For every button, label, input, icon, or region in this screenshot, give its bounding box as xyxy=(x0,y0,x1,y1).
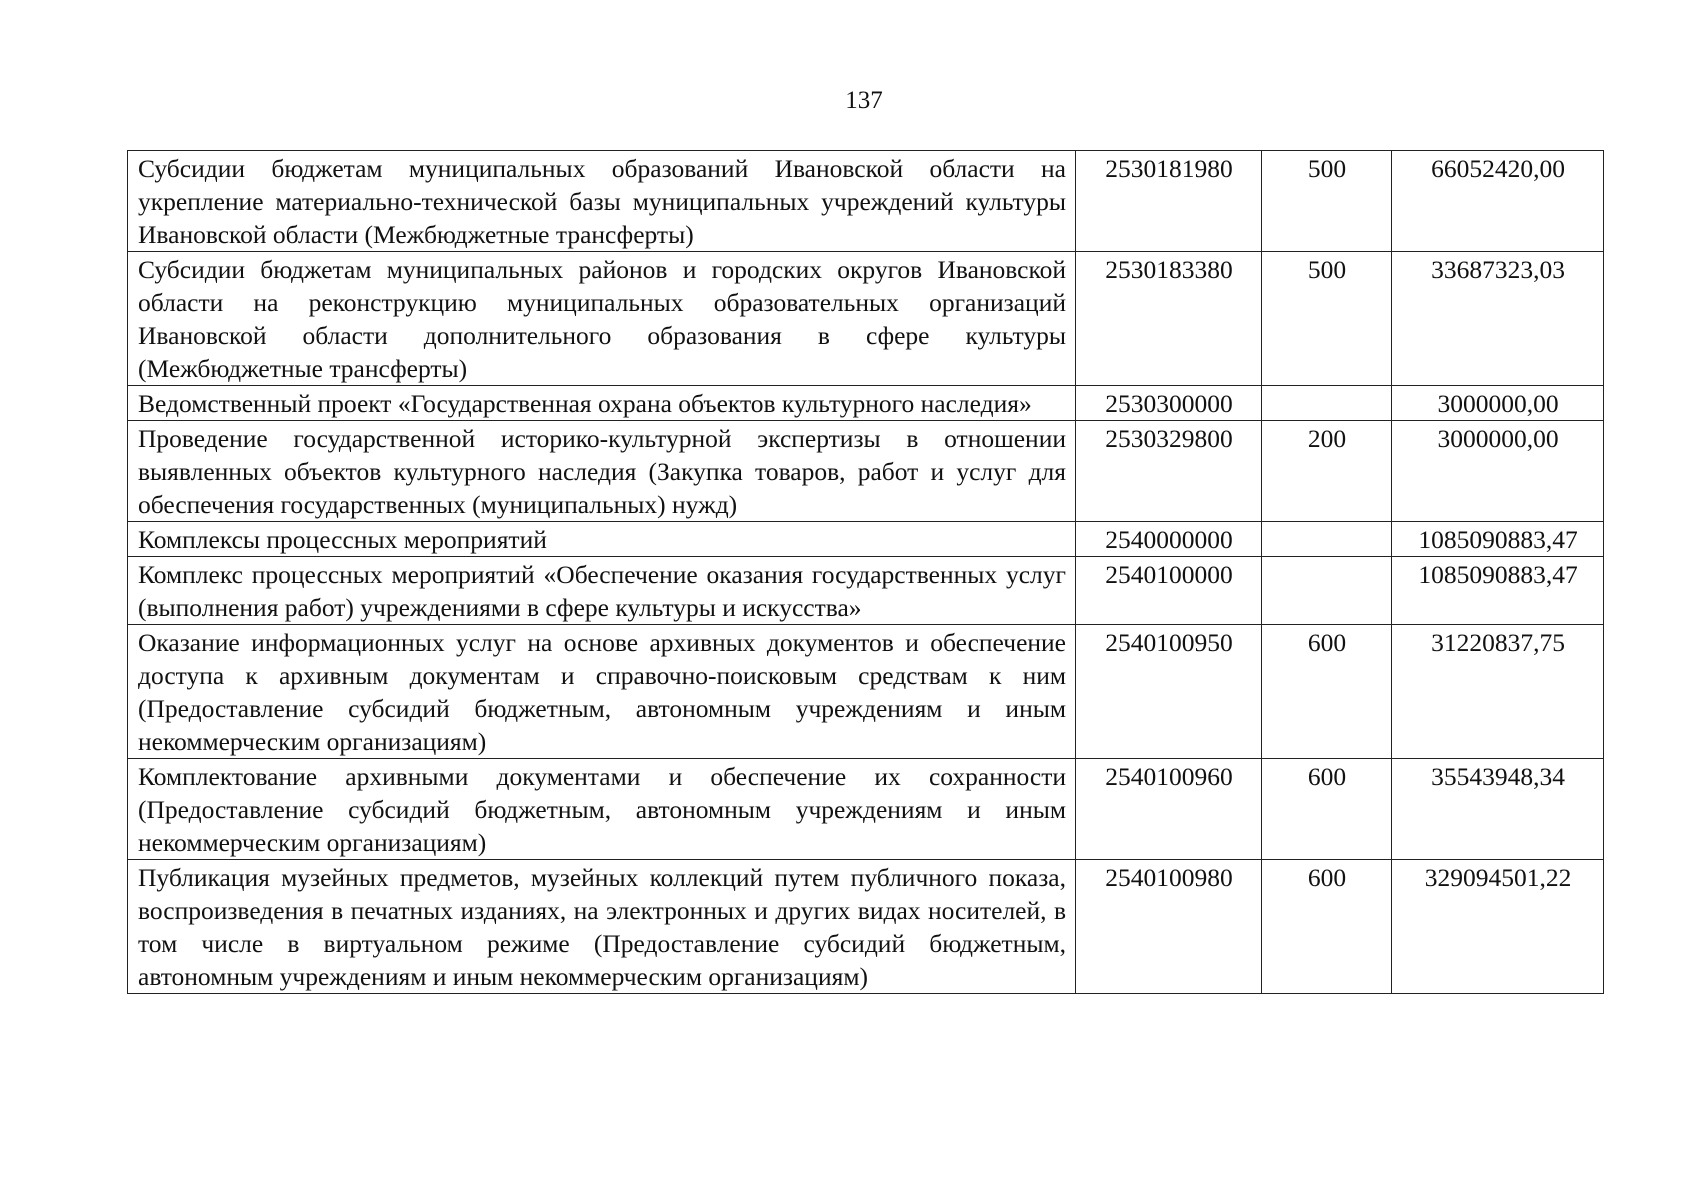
table-row xyxy=(128,522,1604,557)
budget-table xyxy=(127,150,1604,994)
row-amount: 1085090883,47 xyxy=(1392,522,1604,557)
row-amount: 35543948,34 xyxy=(1392,759,1604,860)
row-description: Проведение государственной историко-культурной экспертизы в отношении выявленных объектов культурного наследия (Закупка товаров, работ и услуг для обеспечения государственных (муниципальных) нужд) xyxy=(128,421,1076,522)
row-description: Комплекс процессных мероприятий «Обеспечение оказания государственных услуг (выполнения работ) учреждениями в сфере культуры и искусства» xyxy=(128,557,1076,625)
row-code: 2530181980 xyxy=(1076,151,1262,252)
row-amount: 3000000,00 xyxy=(1392,421,1604,522)
row-expense-type: 600 xyxy=(1262,625,1392,759)
row-amount: 31220837,75 xyxy=(1392,625,1604,759)
row-code: 2530300000 xyxy=(1076,386,1262,421)
row-expense-type: 500 xyxy=(1262,252,1392,386)
row-code: 2540100960 xyxy=(1076,759,1262,860)
row-code: 2540000000 xyxy=(1076,522,1262,557)
row-expense-type: 200 xyxy=(1262,421,1392,522)
row-amount: 329094501,22 xyxy=(1392,860,1604,994)
table-row xyxy=(128,625,1604,759)
table-row xyxy=(128,151,1604,252)
row-expense-type: 600 xyxy=(1262,860,1392,994)
row-code: 2530183380 xyxy=(1076,252,1262,386)
row-amount: 33687323,03 xyxy=(1392,252,1604,386)
row-code: 2540100000 xyxy=(1076,557,1262,625)
row-description: Комплектование архивными документами и обеспечение их сохранности (Предоставление субсидий бюджетным, автономным учреждениям и иным некоммерческим организациям) xyxy=(128,759,1076,860)
row-amount: 66052420,00 xyxy=(1392,151,1604,252)
row-description: Оказание информационных услуг на основе архивных документов и обеспечение доступа к архивным документам и справочно-поисковым средствам к ним (Предоставление субсидий бюджетным, автономным учреждениям и иным некоммерческим организациям) xyxy=(128,625,1076,759)
table-row xyxy=(128,252,1604,386)
row-amount: 1085090883,47 xyxy=(1392,557,1604,625)
table-row xyxy=(128,421,1604,522)
row-code: 2540100980 xyxy=(1076,860,1262,994)
row-expense-type xyxy=(1262,522,1392,557)
table-row xyxy=(128,759,1604,860)
table-row xyxy=(128,557,1604,625)
page-number: 137 xyxy=(845,87,883,114)
row-expense-type xyxy=(1262,386,1392,421)
row-expense-type: 600 xyxy=(1262,759,1392,860)
row-expense-type xyxy=(1262,557,1392,625)
row-description: Публикация музейных предметов, музейных коллекций путем публичного показа, воспроизведения в печатных изданиях, на электронных и других видах носителей, в том числе в виртуальном режиме (Предоставление субсидий бюджетным, автономным учреждениям и иным некоммерческим организациям) xyxy=(128,860,1076,994)
row-description: Субсидии бюджетам муниципальных образований Ивановской области на укрепление материально-технической базы муниципальных учреждений культуры Ивановской области (Межбюджетные трансферты) xyxy=(128,151,1076,252)
row-code: 2530329800 xyxy=(1076,421,1262,522)
row-amount: 3000000,00 xyxy=(1392,386,1604,421)
row-expense-type: 500 xyxy=(1262,151,1392,252)
row-code: 2540100950 xyxy=(1076,625,1262,759)
table-row xyxy=(128,860,1604,994)
row-description: Ведомственный проект «Государственная охрана объектов культурного наследия» xyxy=(128,386,1076,421)
row-description: Субсидии бюджетам муниципальных районов и городских округов Ивановской области на реконструкцию муниципальных образовательных организаций Ивановской области дополнительного образования в сфере культуры (Межбюджетные трансферты) xyxy=(128,252,1076,386)
row-description: Комплексы процессных мероприятий xyxy=(128,522,1076,557)
table-row xyxy=(128,386,1604,421)
